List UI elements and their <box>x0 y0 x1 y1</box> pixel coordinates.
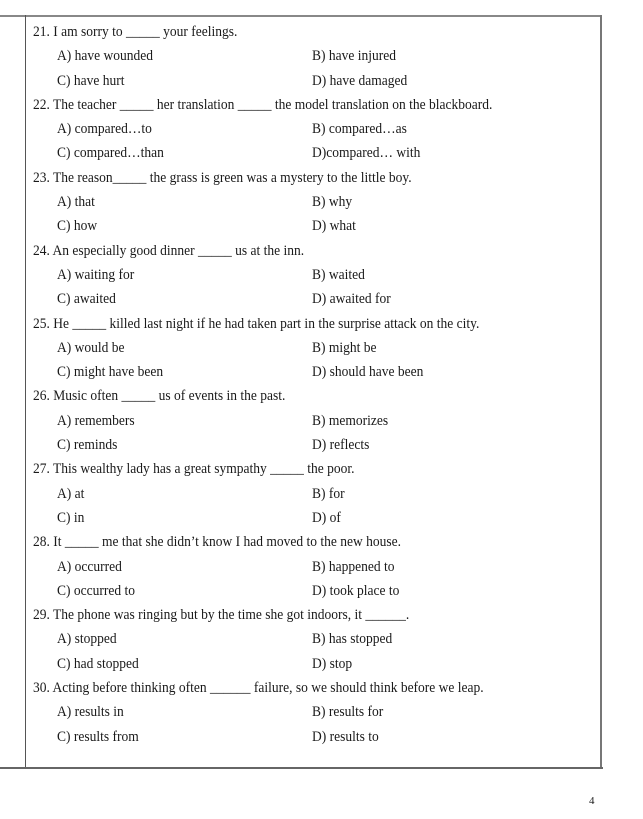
question-22 <box>33 95 599 168</box>
question-26 <box>33 386 599 459</box>
option-d: D) of <box>312 509 341 526</box>
question-24 <box>33 241 599 314</box>
question-text: 28. It _____ me that she didn’t know I had moved to the new house. <box>33 534 401 551</box>
box-top-border <box>0 15 602 17</box>
question-text: 22. The teacher _____ her translation _____ the model translation on the blackboard. <box>33 96 493 113</box>
option-c: C) had stopped <box>57 655 139 672</box>
question-23 <box>33 168 599 241</box>
question-text: 25. He _____ killed last night if he had taken part in the surprise attack on the city. <box>33 315 480 332</box>
box-left-border <box>25 15 26 769</box>
option-d: D) have damaged <box>312 72 408 89</box>
option-d: D) took place to <box>312 582 400 599</box>
option-a: A) that <box>57 194 95 211</box>
option-c: C) results from <box>57 728 139 745</box>
option-c: C) occurred to <box>57 582 135 599</box>
option-d: D) awaited for <box>312 291 391 308</box>
question-29 <box>33 605 599 678</box>
option-b: B) for <box>312 485 345 502</box>
question-25 <box>33 314 599 387</box>
question-text: 26. Music often _____ us of events in the past. <box>33 388 286 405</box>
question-text: 21. I am sorry to _____ your feelings. <box>33 24 238 40</box>
option-b: B) memorizes <box>312 412 389 429</box>
option-d: D) results to <box>312 728 379 745</box>
option-a: A) results in <box>57 704 124 721</box>
option-d: D) reflects <box>312 437 370 454</box>
page-number: 4 <box>589 795 595 807</box>
question-27 <box>33 459 599 532</box>
question-text: 29. The phone was ringing but by the time she got indoors, it ______. <box>33 607 410 624</box>
box-bottom-border <box>0 767 603 769</box>
option-a: A) occurred <box>57 558 122 575</box>
option-b: B) why <box>312 194 353 211</box>
option-d: D) what <box>312 218 356 235</box>
option-a: A) have wounded <box>57 48 153 65</box>
option-a: A) compared…to <box>57 121 152 138</box>
option-b: B) might be <box>312 339 377 356</box>
question-30 <box>33 678 599 751</box>
question-text: 23. The reason_____ the grass is green was a mystery to the little boy. <box>33 169 412 186</box>
question-28 <box>33 532 599 605</box>
question-text: 30. Acting before thinking often ______ failure, so we should think before we leap. <box>33 680 484 697</box>
question-text: 24. An especially good dinner _____ us at the inn. <box>33 242 305 259</box>
question-list <box>33 22 599 751</box>
option-c: C) reminds <box>57 437 118 454</box>
option-b: B) waited <box>312 266 365 283</box>
option-b: B) have injured <box>312 48 396 65</box>
option-c: C) how <box>57 218 98 235</box>
option-d: D) stop <box>312 655 353 672</box>
option-d: D)compared… with <box>312 145 421 162</box>
option-a: A) stopped <box>57 631 117 648</box>
option-c: C) might have been <box>57 364 164 381</box>
option-c: C) awaited <box>57 291 116 308</box>
option-a: A) at <box>57 485 85 502</box>
option-b: B) happened to <box>312 558 395 575</box>
option-c: C) compared…than <box>57 145 164 162</box>
question-text: 27. This wealthy lady has a great sympathy _____ the poor. <box>33 461 355 478</box>
option-c: C) have hurt <box>57 72 125 89</box>
option-c: C) in <box>57 509 85 526</box>
option-a: A) waiting for <box>57 266 135 283</box>
option-b: B) has stopped <box>312 631 393 648</box>
option-d: D) should have been <box>312 364 424 381</box>
option-b: B) results for <box>312 704 384 721</box>
box-right-border <box>600 15 602 769</box>
question-21 <box>33 22 599 95</box>
option-b: B) compared…as <box>312 121 407 138</box>
option-a: A) remembers <box>57 412 135 429</box>
option-a: A) would be <box>57 339 125 356</box>
